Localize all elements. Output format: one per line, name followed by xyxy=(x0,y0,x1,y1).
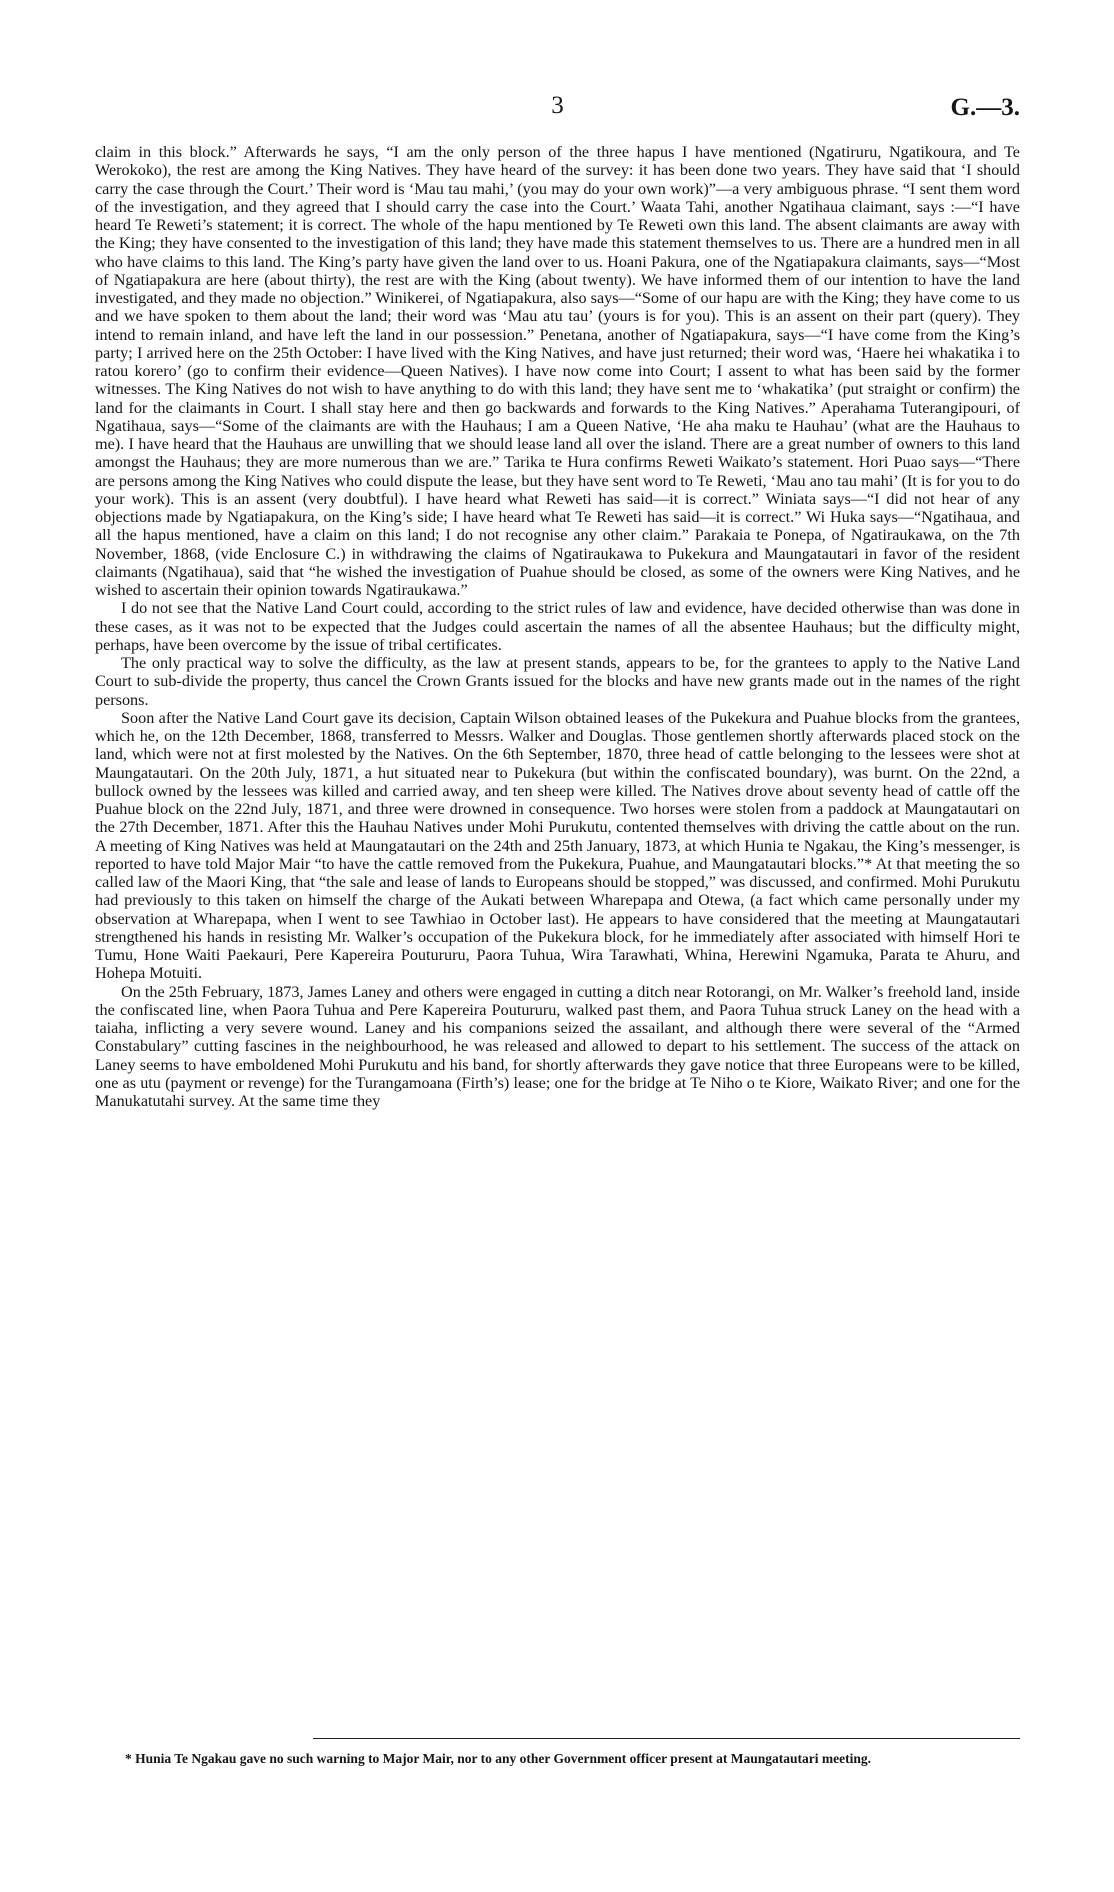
paragraph-2: I do not see that the Native Land Court could, according to the strict rules of law and evidence, have decided otherwise than was done in these cases, as it was not to be expected that the Judges could ascertain the names of all the absentee Hauhaus; but the difficulty might, perhaps, have been overcome by the issue of tribal certificates. xyxy=(95,599,1020,654)
paragraph-3: The only practical way to solve the difficulty, as the law at present stands, appears to be, for the grantees to apply to the Native Land Court to sub-divide the property, thus cancel the Crown Grants issued for the blocks and have new grants made out in the names of the right persons. xyxy=(95,654,1020,709)
body-text xyxy=(95,143,1020,1110)
paragraph-5: On the 25th February, 1873, James Laney and others were engaged in cutting a ditch near Rotorangi, on Mr. Walker’s freehold land, inside the confiscated line, when Paora Tuhua and Pere Kapereira Poutururu, walked past them, and Paora Tuhua struck Laney on the head with a taiaha, inflicting a very severe wound. Laney and his companions seized the assailant, and although there were several of the “Armed Constabulary” cutting fascines in the neighbourhood, he was released and allowed to depart to his settlement. The success of the attack on Laney seems to have emboldened Mohi Purukutu and his band, for shortly afterwards they gave notice that three Europeans were to be killed, one as utu (payment or revenge) for the Turangamoana (Firth’s) lease; one for the bridge at Te Niho o te Kiore, Waikato River; and one for the Manukatutahi survey. At the same time they xyxy=(95,982,1020,1110)
footnote xyxy=(95,1750,1020,1767)
paragraph-4: Soon after the Native Land Court gave its decision, Captain Wilson obtained leases of the Pukekura and Puahue blocks from the grantees, which he, on the 12th December, 1868, transferred to Messrs. Walker and Douglas. Those gentlemen shortly afterwards placed stock on the land, which were not at first molested by the Natives. On the 6th September, 1870, three head of cattle belonging to the lessees were shot at Maungatautari. On the 20th July, 1871, a hut situated near to Pukekura (but within the confiscated boundary), was burnt. On the 22nd, a bullock owned by the lessees was killed and carried away, and ten sheep were killed. The Natives drove about seventy head of cattle off the Puahue block on the 22nd July, 1871, and three were drowned in consequence. Two horses were stolen from a paddock at Maungatautari on the 27th December, 1871. After this the Hauhau Natives under Mohi Purukutu, contented themselves with driving the cattle about on the run. A meeting of King Natives was held at Maungatautari on the 24th and 25th January, 1873, at which Hunia te Ngakau, the King’s messenger, is reported to have told Major Mair “to have the cattle removed from the Pukekura, Puahue, and Maungatautari blocks.”* At that meeting the so called law of the Maori King, that “the sale and lease of lands to Europeans should be stopped,” was discussed, and confirmed. Mohi Purukutu had previously to this taken on himself the charge of the Aukati between Wharepapa and Otewa, (a fact which came personally under my observation at Wharepapa, when I went to see Tawhiao in October last). He appears to have considered that the meeting at Maungatautari strengthened his hands in resisting Mr. Walker’s occupation of the Pukekura block, for he immediately after associated with himself Hori te Tumu, Hone Waiti Paekauri, Pere Kapereira Poutururu, Paora Tuhua, Wira Tarawhati, Whina, Herewini Ngamuka, Parata te Ahuru, and Hohepa Motuiti. xyxy=(95,708,1020,983)
footnote-text: * Hunia Te Ngakau gave no such warning to Major Mair, nor to any other Government officer present at Maungatautari meeting. xyxy=(125,1751,871,1766)
paragraph-1: claim in this block.” Afterwards he says, “I am the only person of the three hapus I have mentioned (Ngatiruru, Ngatikoura, and Te Werokoko), the rest are among the King Natives. They have heard of the survey: it has been done two years. They have said that ‘I should carry the case through the Court.’ Their word is ‘Mau tau mahi,’ (you may do your own work)”—a very ambiguous phrase. “I sent them word of the investigation, and they agreed that I should carry the case into the Court.’ Waata Tahi, another Ngatihaua claimant, says :—“I have heard Te Reweti’s statement; it is correct. The whole of the hapu mentioned by Te Reweti own this land. The absent claimants are away with the King; they have consented to the investigation of this land; they have made this statement themselves to us. There are a hundred men in all who have claims to this land. The King’s party have given the land over to us. Hoani Pakura, one of the Ngatiapakura claimants, says—“Most of Ngatiapakura are here (about thirty), the rest are with the King (about twenty). We have informed them of our intention to have the land investigated, and they made no objection.” Winikerei, of Ngatiapakura, also says—“Some of our hapu are with the King; they have come to us and we have spoken to them about the land; their word was ‘Mau atu tau’ (yours is for you). This is an assent on their part (query). They intend to remain inland, and have left the land in our possession.” Penetana, another of Ngatiapakura, says—“I have come from the King’s party; I arrived here on the 25th October: I have lived with the King Natives, and have just returned; their word was, ‘Haere hei whakatika i to ratou korero’ (go to confirm their evidence—Queen Natives). I have now come into Court; I assent to what has been said by the former witnesses. The King Natives do not wish to have anything to do with this land; they have sent me to ‘whakatika’ (put straight or confirm) the land for the claimants in Court. I shall stay here and then go backwards and forwards to the King Natives.” Aperahama Tuterangipouri, of Ngatihaua, says—“Some of the claimants are with the Hauhaus; I am a Queen Native, ‘He aha maku te Hauhau’ (what are the Hauhaus to me). I have heard that the Hauhaus are unwilling that we should lease land all over the island. There are a great number of owners to this land amongst the Hauhaus; they are more numerous than we are.” Tarika te Hura confirms Reweti Waikato’s statement. Hori Puao says—“There are persons among the King Natives who could dispute the lease, but they have sent word to Te Reweti, ‘Mau ano tau mahi’ (It is for you to do your work). This is an assent (very doubtful). I have heard what Reweti has said—it is correct.” Winiata says—“I did not hear of any objections made by Ngatiapakura, on the King’s side; I have heard what Te Reweti has said—it is correct.” Wi Huka says—“Ngatihaua, and all the hapus mentioned, have a claim on this land; I do not recognise any other claim.” Parakaia te Ponepa, of Ngatiraukawa, on the 7th November, 1868, (vide Enclosure C.) in withdrawing the claims of Ngatiraukawa to Pukekura and Maungatautari in favor of the resident claimants (Ngatihaua), said that “he wished the investigation of Puahue should be closed, as some of the owners were King Natives, and he wished to ascertain their opinion towards Ngatiraukawa.” xyxy=(95,143,1020,599)
document-reference: G.—3. xyxy=(950,94,1020,121)
page-number: 3 xyxy=(551,92,564,119)
page-header xyxy=(95,92,1020,132)
footnote-divider xyxy=(313,1738,1020,1739)
